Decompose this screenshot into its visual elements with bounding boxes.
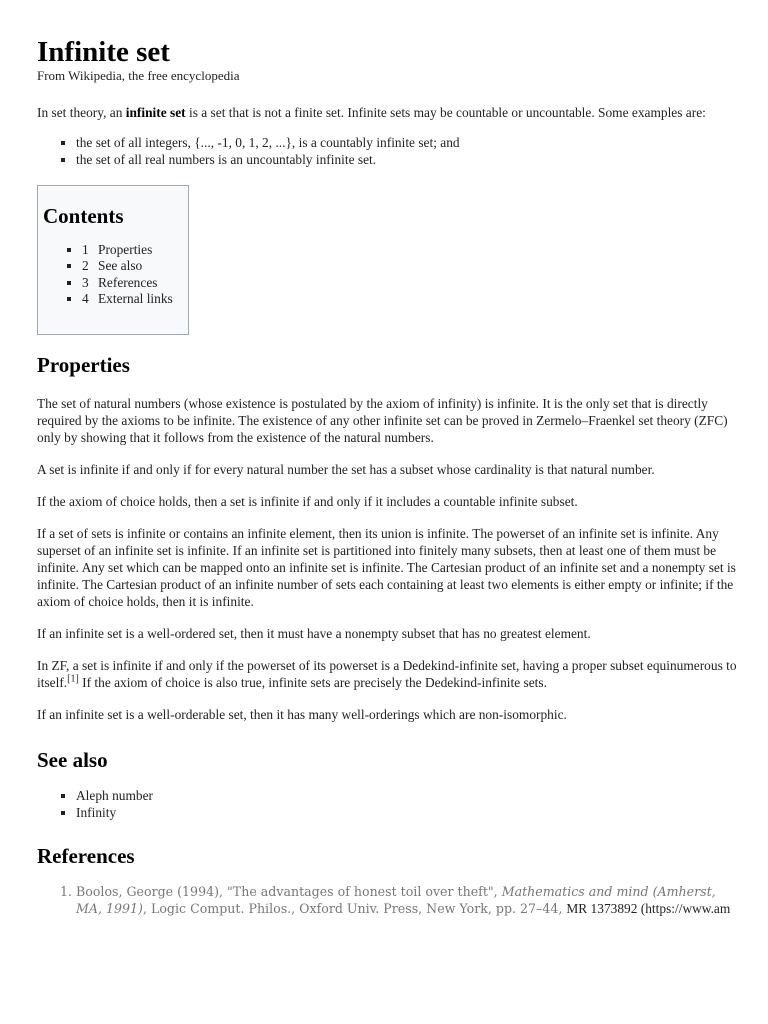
toc-item-see-also[interactable] — [82, 258, 188, 274]
toc-item-external-links[interactable] — [82, 291, 188, 307]
section-heading-properties: Properties — [37, 353, 130, 377]
toc-title: Contents — [43, 204, 124, 228]
examples-list — [37, 135, 737, 168]
reference-text: , Logic Comput. Philos., Oxford Univ. Press, New York, pp. 27–44, — [142, 901, 567, 916]
reference-mr-link[interactable]: MR 1373892 (https://www.am — [566, 901, 731, 916]
zf-text-after: If the axiom of choice is also true, infinite sets are precisely the Dedekind-infinite sets. — [78, 675, 547, 690]
intro-text-after: is a set that is not a finite set. Infinite sets may be countable or uncountable. Some examples are: — [185, 105, 706, 120]
reference-item — [76, 883, 737, 917]
toc-number: 4 — [82, 290, 89, 306]
toc-number: 3 — [82, 274, 89, 290]
zf-text-before: In ZF, a set is infinite if and only if the powerset of its powerset is a Dedekind-infinite set, having a proper subset equinumerous to itself. — [37, 658, 737, 690]
toc-item-references[interactable] — [82, 275, 188, 291]
toc-link[interactable]: References — [98, 274, 158, 290]
table-of-contents — [37, 185, 189, 335]
list-item: ▪ the set of all real numbers is an uncountably infinite set. — [76, 152, 737, 169]
properties-paragraph: The set of natural numbers (whose existence is postulated by the axiom of infinity) is infinite. It is the only set that is directly required by the axioms to be infinite. The existence of any other infinite set can be proved in Zermelo–Fraenkel set theory (ZFC) only by showing that it follows from the existence of the natural numbers. — [37, 396, 728, 445]
toc-item-properties[interactable] — [82, 242, 188, 258]
intro-paragraph — [37, 104, 737, 121]
toc-link[interactable]: External links — [98, 290, 173, 306]
references-list — [37, 883, 737, 917]
intro-term: infinite set — [125, 105, 186, 120]
properties-paragraph: If a set of sets is infinite or contains an infinite element, then its union is infinite. The powerset of an infinite set is infinite. Any superset of an infinite set is infinite. If an infinite set is partitioned into finitely many subsets, then at least one of them must be infinite. Any set which can be mapped onto an infinite set is infinite. The Cartesian product of an infinite set and a nonempty set is infinite. The Cartesian product of an infinite number of sets each containing at least two elements is either empty or infinite; if the axiom of choice holds, then it is infinite. — [37, 526, 736, 609]
properties-paragraph: If an infinite set is a well-ordered set, then it must have a nonempty subset that has no greatest element. — [37, 626, 591, 641]
properties-paragraph: If an infinite set is a well-orderable set, then it has many well-orderings which are non-isomorphic. — [37, 707, 567, 722]
list-item: ▪ the set of all integers, {..., -1, 0, 1, 2, ...}, is a countably infinite set; and — [76, 135, 737, 152]
reference-title: Mathematics and mind (Amherst, MA, 1991) — [76, 884, 716, 916]
toc-list — [43, 242, 188, 307]
tagline: From Wikipedia, the free encyclopedia — [37, 68, 240, 83]
properties-paragraph: If the axiom of choice holds, then a set is infinite if and only if it includes a countable infinite subset. — [37, 494, 578, 509]
article — [37, 0, 737, 917]
see-also-list — [37, 788, 737, 821]
section-heading-references: References — [37, 844, 135, 868]
toc-number: 2 — [82, 258, 89, 274]
citation-link[interactable]: [1] — [67, 673, 79, 685]
toc-number: 1 — [82, 242, 89, 257]
see-also-link-infinity[interactable]: ▪ Infinity — [76, 805, 737, 822]
toc-link[interactable]: See also — [98, 258, 143, 274]
section-heading-see-also: See also — [37, 748, 108, 772]
reference-text: Boolos, George (1994), "The advantages of honest toil over theft", — [76, 884, 502, 899]
intro-text-before: In set theory, an — [37, 105, 126, 120]
toc-link[interactable]: Properties — [98, 242, 153, 257]
page-title: Infinite set — [37, 36, 170, 68]
zf-paragraph — [37, 657, 737, 691]
properties-paragraph: A set is infinite if and only if for every natural number the set has a subset whose cardinality is that natural number. — [37, 462, 655, 477]
see-also-link-aleph-number[interactable]: ▪ Aleph number — [76, 788, 737, 805]
